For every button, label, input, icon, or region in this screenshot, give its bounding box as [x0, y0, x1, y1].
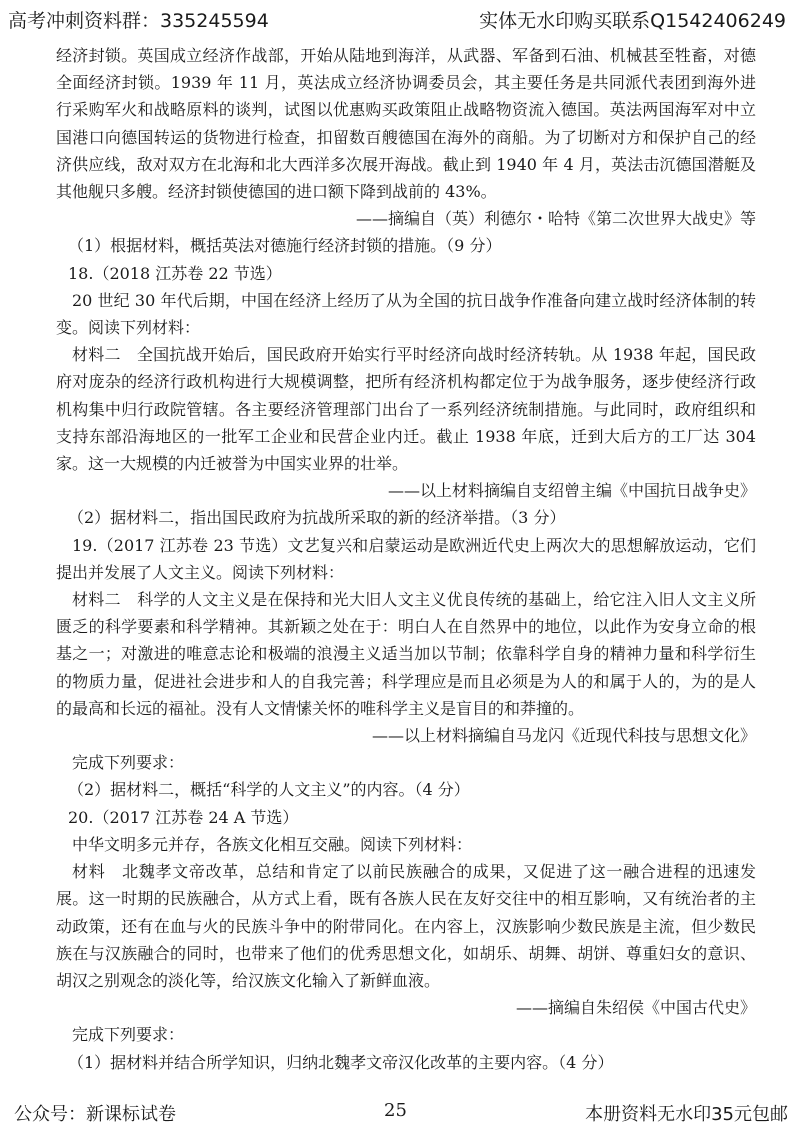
requirements-20: 完成下列要求：	[72, 1025, 185, 1045]
material-20: 材料 北魏孝文帝改革，总结和肯定了以前民族融合的成果，又促进了这一融合进程的迅速发展。这一时期的民族融合，从方式上看，既有各族人民在友好交往中的相互影响，又有统治者的主动政策，还有在血与火的民族斗争中的附带同化。在内容上，汉族影响少数民族是主流，但少数民族在与汉族融合的同时，也带来了他们的优秀思想文化，如胡乐、胡舞、胡饼、尊重妇女的意识、胡汉之别观念的淡化等，给汉族文化输入了新鲜血液。	[56, 862, 756, 990]
question-heading-19: 19.（2017 江苏卷 23 节选）文艺复兴和启蒙运动是欧洲近代史上两次大的思想解放运动，它们提出并发展了人文主义。阅读下列材料：	[56, 535, 756, 582]
source-citation-20: ——摘编自朱绍侯《中国古代史》	[515, 998, 756, 1018]
source-citation-18: ——以上材料摘编自支绍曾主编《中国抗日战争史》	[387, 481, 756, 501]
question-18-2: （2）据材料二，指出国民政府为抗战所采取的新的经济举措。（3 分）	[68, 508, 566, 528]
source-citation-17: ——摘编自（英）利德尔・哈特《第二次世界大战史》等	[355, 209, 756, 229]
material-19: 材料二 科学的人文主义是在保持和光大旧人文主义优良传统的基础上，给它注入旧人文主义所匮乏的科学要素和科学精神。其新颖之处在于：明白人在自然界中的地位，以此作为安身立命的根基之一；对激进的唯意志论和极端的浪漫主义适当加以节制；依靠科学自身的精神力量和科学衍生的物质力量，促进社会进步和人的自我完善；科学理应是而且必须是为人的和属于人的，为的是人的最高和长远的福祉。没有人文情愫关怀的唯科学主义是盲目的和莽撞的。	[56, 590, 756, 718]
page-footer	[0, 1098, 800, 1128]
page-number: 25	[384, 1100, 407, 1121]
requirements-19: 完成下列要求：	[72, 753, 185, 773]
intro-18: 20 世纪 30 年代后期，中国在经济上经历了从为全国的抗日战争作准备向建立战时经济体制的转变。阅读下列材料：	[56, 290, 756, 338]
question-heading-20: 20.（2017 江苏卷 24 A 节选）	[68, 807, 299, 827]
header-contact: 实体无水印购买联系Q1542406249	[479, 10, 786, 32]
footer-wechat: 公众号：新课标试卷	[14, 1104, 176, 1125]
page-header	[0, 2, 800, 36]
question-20-1: （1）据材料并结合所学知识，归纳北魏孝文帝汉化改革的主要内容。（4 分）	[68, 1052, 614, 1072]
header-group-number: 高考冲刺资料群：335245594	[8, 10, 269, 32]
source-citation-19: ——以上材料摘编自马龙闪《近现代科技与思想文化》	[371, 726, 756, 746]
intro-20: 中华文明多元并存，各族文化相互交融。阅读下列材料：	[72, 834, 473, 854]
material-18: 材料二 全国抗战开始后，国民政府开始实行平时经济向战时经济转轨。从 1938 年起，国民政府对庞杂的经济行政机构进行大规模调整，把所有经济机构都定位于为战争服务，逐步使经济行政机构集中归行政院管辖。各主要经济管理部门出台了一系列经济统制措施。与此同时，政府组织和支持东部沿海地区的一批军工企业和民营企业内迁。截止 1938 年底，迁到大后方的工厂达 304 家。这一大规模的内迁被誉为中国实业界的壮举。	[56, 345, 756, 474]
footer-price: 本册资料无水印35元包邮	[585, 1104, 788, 1125]
document-body	[56, 42, 756, 1076]
question-19-2: （2）据材料二，概括“科学的人文主义”的内容。（4 分）	[68, 780, 470, 800]
question-heading-18: 18.（2018 江苏卷 22 节选）	[68, 263, 282, 283]
question-17-1: （1）根据材料，概括英法对德施行经济封锁的措施。（9 分）	[68, 236, 502, 256]
material-paragraph-17: 经济封锁。英国成立经济作战部，开始从陆地到海洋，从武器、军备到石油、机械甚至牲畜，对德全面经济封锁。1939 年 11 月，英法成立经济协调委员会，其主要任务是共同派代表团到海外进行采购军火和战略原料的谈判，试图以优惠购买政策阻止战略物资流入德国。英法两国海军对中立国港口向德国转运的货物进行检查，扣留数百艘德国在海外的商船。为了切断对方和保护自己的经济供应线，敌对双方在北海和北大西洋多次展开海战。截止到 1940 年 4 月，英法击沉德国潜艇及其他舰只多艘。经济封锁使德国的进口额下降到战前的 43%。	[56, 46, 756, 202]
